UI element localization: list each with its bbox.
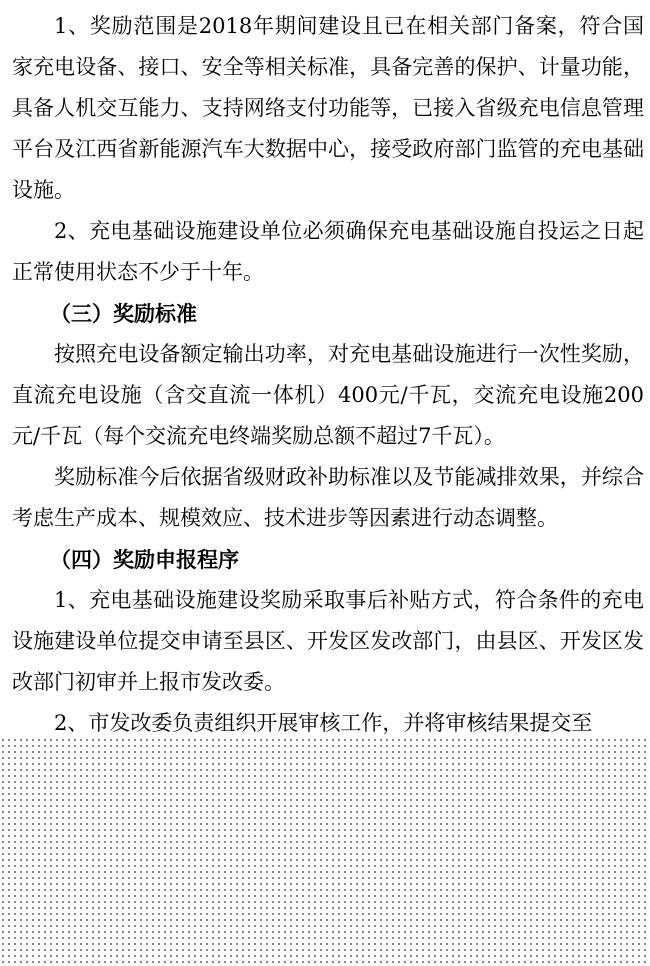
paragraph-usage-period: 2、充电基础设施建设单位必须确保充电基础设施自投运之日起正常使用状态不少于十年。 bbox=[12, 219, 644, 284]
section-heading-reward-standard: （三）奖励标准 bbox=[50, 301, 197, 326]
section-heading-application-procedure: （四）奖励申报程序 bbox=[50, 547, 239, 572]
paragraph-reward-rates: 按照充电设备额定输出功率，对充电基础设施进行一次性奖励，直流充电设施（含交直流一体机）400元/千瓦，交流充电设施200元/千瓦（每个交流充电终端奖励总额不超过7千瓦）。 bbox=[12, 342, 644, 448]
paragraph-dynamic-adjustment: 奖励标准今后依据省级财政补助标准以及节能减排效果，并综合考虑生产成本、规模效应、技术进步等因素进行动态调整。 bbox=[12, 465, 644, 530]
paragraph-application-step-2: 2、市发改委负责组织开展审核工作，并将审核结果提交至 bbox=[54, 711, 593, 735]
dotted-overlay-pattern bbox=[0, 737, 650, 966]
paragraph-scope: 1、奖励范围是2018年期间建设且已在相关部门备案，符合国家充电设备、接口、安全等相关标准，具备完善的保护、计量功能，具备人机交互能力、支持网络支付功能等，已接入省级充电信息管理平台及江西省新能源汽车大数据中心，接受政府部门监管的充电基础设施。 bbox=[12, 14, 644, 202]
paragraph-application-step-1: 1、充电基础设施建设奖励采取事后补贴方式，符合条件的充电设施建设单位提交申请至县区、开发区发改部门，由县区、开发区发改部门初审并上报市发改委。 bbox=[12, 588, 644, 694]
